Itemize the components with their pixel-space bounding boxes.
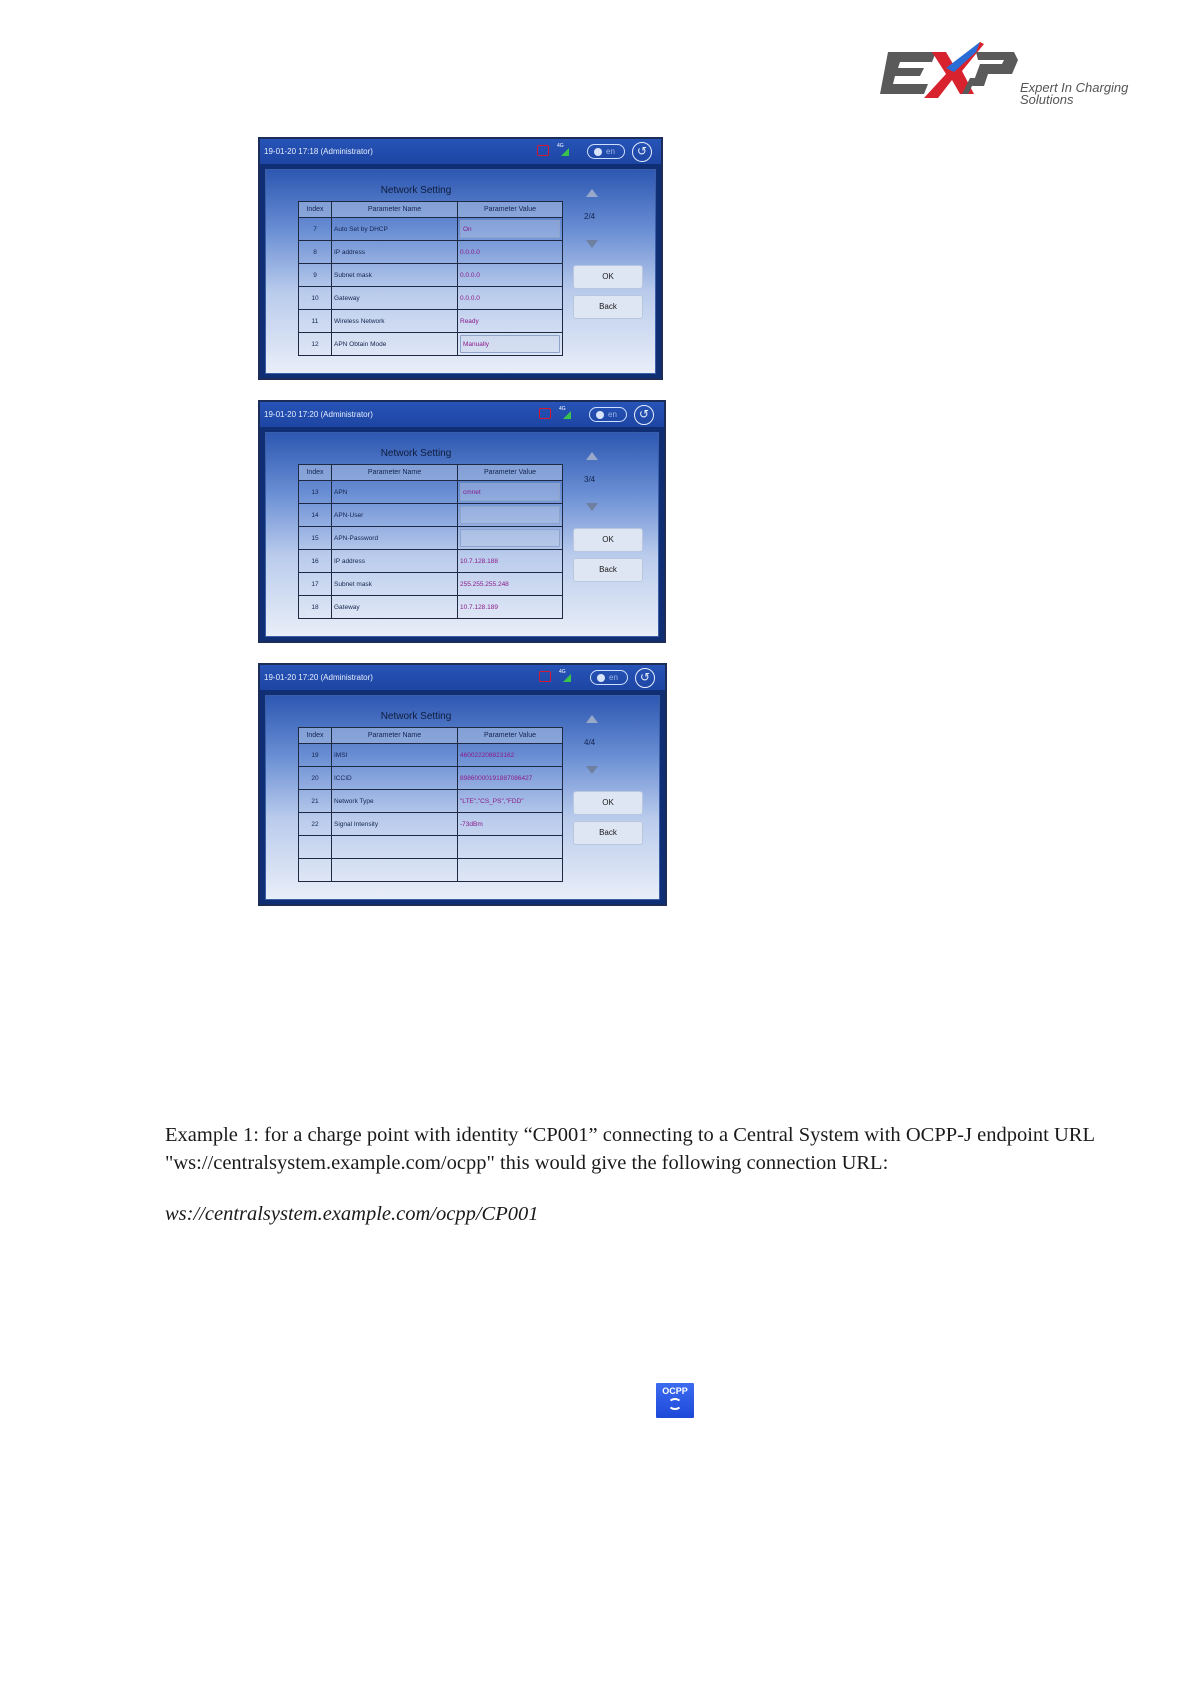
table-row[interactable] [299, 241, 563, 264]
row-index [299, 859, 332, 882]
return-icon[interactable]: ↺ [634, 405, 654, 425]
top-bar [260, 665, 665, 690]
refresh-icon [668, 1398, 682, 1410]
row-name: IP address [332, 241, 458, 264]
row-index: 13 [299, 481, 332, 504]
return-icon[interactable]: ↺ [635, 668, 655, 688]
page-indicator: 3/4 [584, 475, 596, 484]
header-parameter-name: Parameter Name [332, 728, 458, 744]
row-index: 20 [299, 767, 332, 790]
network-setting-screen-3 [258, 663, 667, 906]
row-index: 12 [299, 333, 332, 356]
page-up-icon[interactable] [586, 715, 598, 723]
row-value: 10.7.128.188 [458, 550, 563, 573]
language-label: en [609, 673, 618, 682]
language-label: en [606, 147, 615, 156]
row-index: 8 [299, 241, 332, 264]
language-button[interactable] [590, 670, 628, 685]
row-name: Subnet mask [332, 573, 458, 596]
page-up-icon[interactable] [586, 189, 598, 197]
parameter-table [298, 201, 563, 356]
settings-panel [265, 169, 656, 374]
top-bar [260, 402, 664, 427]
page-up-icon[interactable] [586, 452, 598, 460]
row-index [299, 836, 332, 859]
language-button[interactable] [589, 407, 627, 422]
header-index: Index [299, 202, 332, 218]
row-value[interactable]: On [460, 220, 560, 238]
row-value[interactable]: cmnet [460, 483, 560, 501]
row-value [458, 836, 563, 859]
row-name: IMSI [332, 744, 458, 767]
row-name: Wireless Network [332, 310, 458, 333]
row-index: 21 [299, 790, 332, 813]
page-down-icon[interactable] [586, 240, 598, 248]
top-bar [260, 139, 661, 164]
exp-logo [880, 38, 1130, 110]
row-index: 19 [299, 744, 332, 767]
example-text: : for a charge point with identity “CP001” connecting to a Central System with OCPP-J endpoint URL "ws://centralsystem.example.com/ocpp" this would give the following connection URL: [165, 1124, 1095, 1174]
header-parameter-value: Parameter Value [458, 465, 563, 481]
connector-status-icon [539, 671, 551, 682]
globe-icon [596, 411, 604, 419]
row-name: Subnet mask [332, 264, 458, 287]
ocpp-icon-label: OCPP [662, 1386, 688, 1396]
table-row[interactable] [299, 550, 563, 573]
row-name: Gateway [332, 596, 458, 619]
row-value: 460022208823162 [458, 744, 563, 767]
signal-strength-icon [563, 411, 571, 419]
table-row[interactable] [299, 287, 563, 310]
row-name [332, 859, 458, 882]
ok-button[interactable]: OK [573, 265, 643, 289]
table-row[interactable] [299, 527, 563, 550]
network-setting-screen-1 [258, 137, 663, 380]
settings-panel [265, 695, 660, 900]
page-down-icon[interactable] [586, 503, 598, 511]
ocpp-icon [656, 1383, 694, 1418]
row-value: 255.255.255.248 [458, 573, 563, 596]
row-name: APN Obtain Mode [332, 333, 458, 356]
table-row[interactable] [299, 767, 563, 790]
row-value[interactable] [460, 529, 560, 547]
row-index: 9 [299, 264, 332, 287]
row-value [458, 859, 563, 882]
row-name: Signal Intensity [332, 813, 458, 836]
header-parameter-value: Parameter Value [458, 202, 563, 218]
header-parameter-value: Parameter Value [458, 728, 563, 744]
ok-button[interactable]: OK [573, 528, 643, 552]
exp-logo-mark [880, 38, 1020, 110]
row-value: 0.0.0.0 [458, 264, 563, 287]
row-name: Gateway [332, 287, 458, 310]
datetime-label: 19-01-20 17:18 (Administrator) [264, 147, 373, 156]
parameter-table [298, 727, 563, 882]
row-value: 10.7.128.189 [458, 596, 563, 619]
table-header-row [299, 728, 563, 744]
row-index: 16 [299, 550, 332, 573]
logo-tagline: Expert In Charging Solutions [1020, 80, 1129, 107]
table-row[interactable] [299, 481, 563, 504]
row-index: 7 [299, 218, 332, 241]
parameter-table [298, 464, 563, 619]
connector-status-icon [537, 145, 549, 156]
row-name: IP address [332, 550, 458, 573]
header-index: Index [299, 728, 332, 744]
page-indicator: 4/4 [584, 738, 596, 747]
row-name: Network Type [332, 790, 458, 813]
row-name: APN-User [332, 504, 458, 527]
return-icon[interactable]: ↺ [632, 142, 652, 162]
table-row[interactable] [299, 504, 563, 527]
row-index: 22 [299, 813, 332, 836]
connector-status-icon [539, 408, 551, 419]
language-button[interactable] [587, 144, 625, 159]
network-setting-screen-2 [258, 400, 666, 643]
table-row[interactable] [299, 218, 563, 241]
page-title: Network Setting [380, 185, 452, 196]
page-indicator: 2/4 [584, 212, 596, 221]
row-index: 18 [299, 596, 332, 619]
row-value: Ready [458, 310, 563, 333]
header-parameter-name: Parameter Name [332, 202, 458, 218]
table-row[interactable] [299, 596, 563, 619]
network-type-label: 4G [559, 669, 566, 675]
settings-panel [265, 432, 659, 637]
row-value: -73dBm [458, 813, 563, 836]
table-row[interactable] [299, 573, 563, 596]
ok-button[interactable]: OK [573, 791, 643, 815]
table-row[interactable] [299, 264, 563, 287]
row-index: 17 [299, 573, 332, 596]
globe-icon [597, 674, 605, 682]
table-row[interactable] [299, 744, 563, 767]
signal-strength-icon [563, 674, 571, 682]
datetime-label: 19-01-20 17:20 (Administrator) [264, 410, 373, 419]
row-value[interactable]: Manually [460, 335, 560, 353]
row-name: ICCID [332, 767, 458, 790]
row-index: 15 [299, 527, 332, 550]
table-row[interactable] [299, 333, 563, 356]
row-value[interactable] [460, 506, 560, 524]
table-row[interactable] [299, 790, 563, 813]
example-connection-url: ws://centralsystem.example.com/ocpp/CP001 [165, 1203, 539, 1225]
table-row[interactable] [299, 310, 563, 333]
row-index: 10 [299, 287, 332, 310]
row-value: "LTE","CS_PS","FDD" [458, 790, 563, 813]
signal-strength-icon [561, 148, 569, 156]
row-index: 11 [299, 310, 332, 333]
network-type-label: 4G [559, 406, 566, 412]
header-index: Index [299, 465, 332, 481]
row-name: APN [332, 481, 458, 504]
datetime-label: 19-01-20 17:20 (Administrator) [264, 673, 373, 682]
page-title: Network Setting [380, 711, 452, 722]
back-button[interactable]: Back [573, 558, 643, 582]
page-down-icon[interactable] [586, 766, 598, 774]
back-button[interactable]: Back [573, 295, 643, 319]
globe-icon [594, 148, 602, 156]
language-label: en [608, 410, 617, 419]
table-header-row [299, 465, 563, 481]
table-header-row [299, 202, 563, 218]
table-row [299, 859, 563, 882]
row-name [332, 836, 458, 859]
row-value: 0.0.0.0 [458, 287, 563, 310]
row-name: Auto Set by DHCP [332, 218, 458, 241]
row-value: 89860000191887086427 [458, 767, 563, 790]
back-button[interactable]: Back [573, 821, 643, 845]
header-parameter-name: Parameter Name [332, 465, 458, 481]
page-title: Network Setting [380, 448, 452, 459]
network-type-label: 4G [557, 143, 564, 149]
table-row [299, 836, 563, 859]
table-row[interactable] [299, 813, 563, 836]
example-paragraph [165, 1121, 1095, 1177]
row-index: 14 [299, 504, 332, 527]
row-value: 0.0.0.0 [458, 241, 563, 264]
example-label: Example 1 [165, 1124, 254, 1146]
row-name: APN-Password [332, 527, 458, 550]
